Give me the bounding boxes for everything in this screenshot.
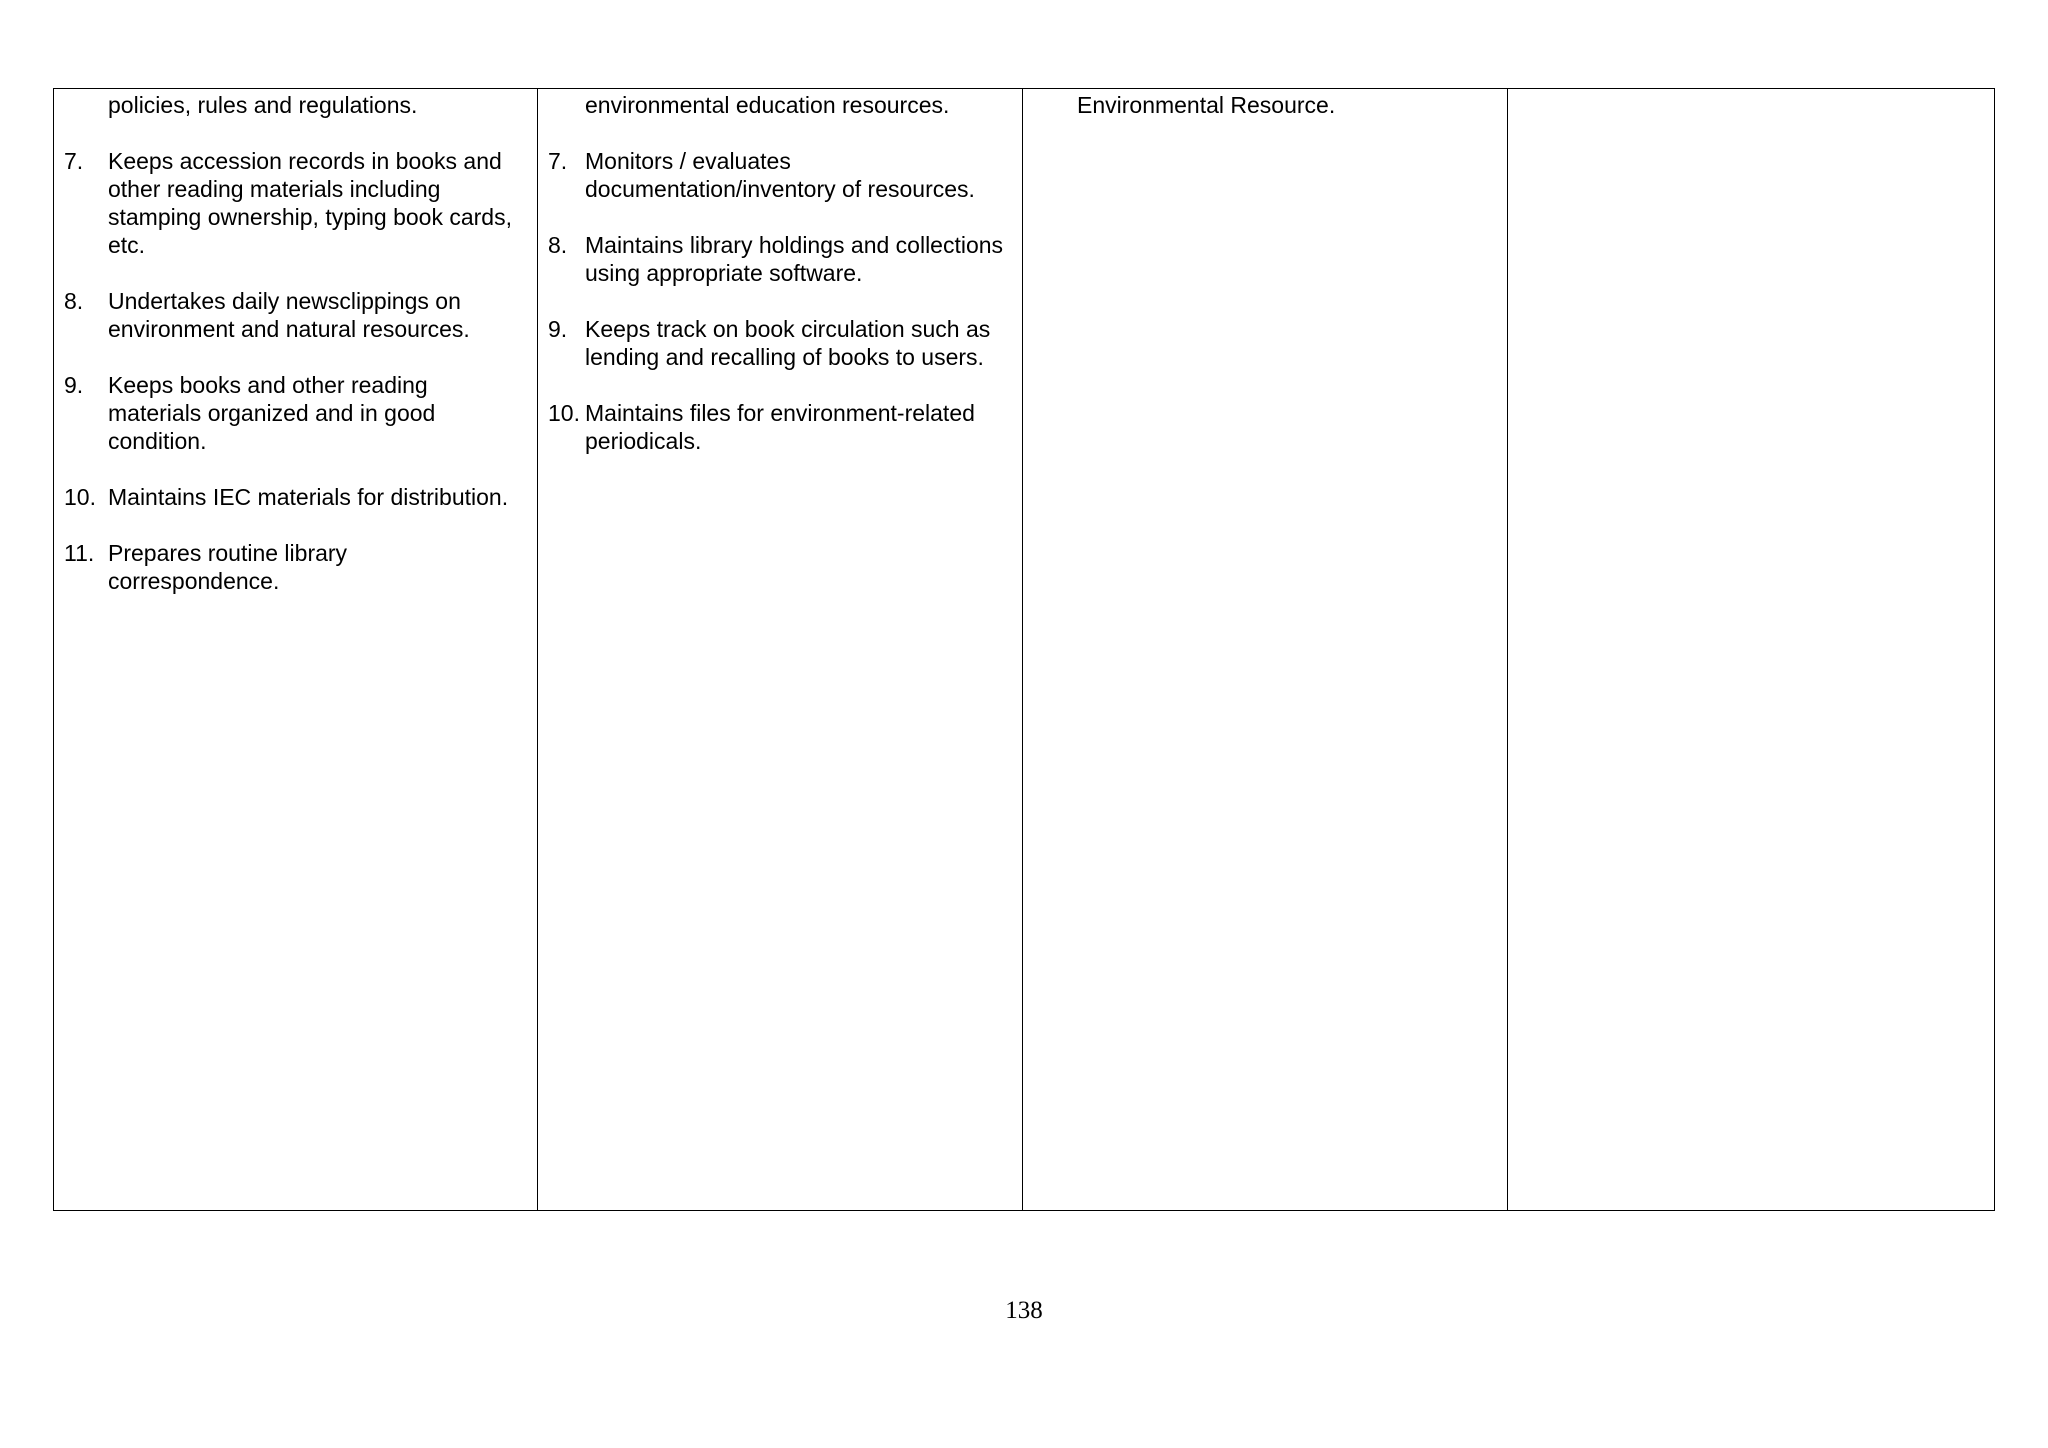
list-item (538, 399, 1022, 455)
continued-text (1023, 89, 1507, 119)
item-text: Monitors / evaluates documentation/inventory of resources. (585, 148, 975, 202)
list-item (54, 539, 537, 595)
duties-table (53, 88, 1995, 1211)
list-item (538, 147, 1022, 203)
list-item (54, 287, 537, 343)
item-text: Prepares routine library correspondence. (108, 540, 348, 594)
list-item (538, 315, 1022, 371)
table-column-1 (54, 89, 538, 1210)
item-text: Keeps accession records in books and other reading materials including stamping ownership, typing book cards, etc. (108, 148, 512, 258)
list-item (54, 147, 537, 259)
item-number: 9. (548, 316, 568, 342)
list-item (538, 231, 1022, 287)
continued-text-content: Environmental Resource. (1077, 92, 1336, 118)
item-number: 8. (64, 288, 84, 314)
table-column-2 (538, 89, 1023, 1210)
item-number: 11. (64, 540, 95, 566)
item-text: Keeps books and other reading materials organized and in good condition. (108, 372, 436, 454)
item-number: 10. (548, 400, 580, 426)
page-number: 138 (1005, 1297, 1043, 1324)
duties-list (54, 147, 537, 595)
item-text: Undertakes daily newsclippings on environment and natural resources. (108, 288, 470, 342)
continued-text: environmental education resources. (585, 92, 950, 118)
item-number: 8. (548, 232, 568, 258)
table-column-4 (1508, 89, 1994, 1210)
item-number: 10. (64, 484, 96, 510)
duties-list (538, 147, 1022, 455)
item-text: Maintains library holdings and collections using appropriate software. (585, 232, 1004, 286)
item-text: Maintains IEC materials for distribution. (108, 484, 509, 510)
item-text: Maintains files for environment-related periodicals. (585, 400, 975, 454)
list-item (54, 371, 537, 455)
item-text: Keeps track on book circulation such as lending and recalling of books to users. (585, 316, 991, 370)
item-number: 9. (64, 372, 84, 398)
continued-text: policies, rules and regulations. (108, 92, 418, 118)
item-number: 7. (64, 148, 84, 174)
list-item (54, 483, 537, 511)
item-number: 7. (548, 148, 568, 174)
table-column-3 (1023, 89, 1508, 1210)
